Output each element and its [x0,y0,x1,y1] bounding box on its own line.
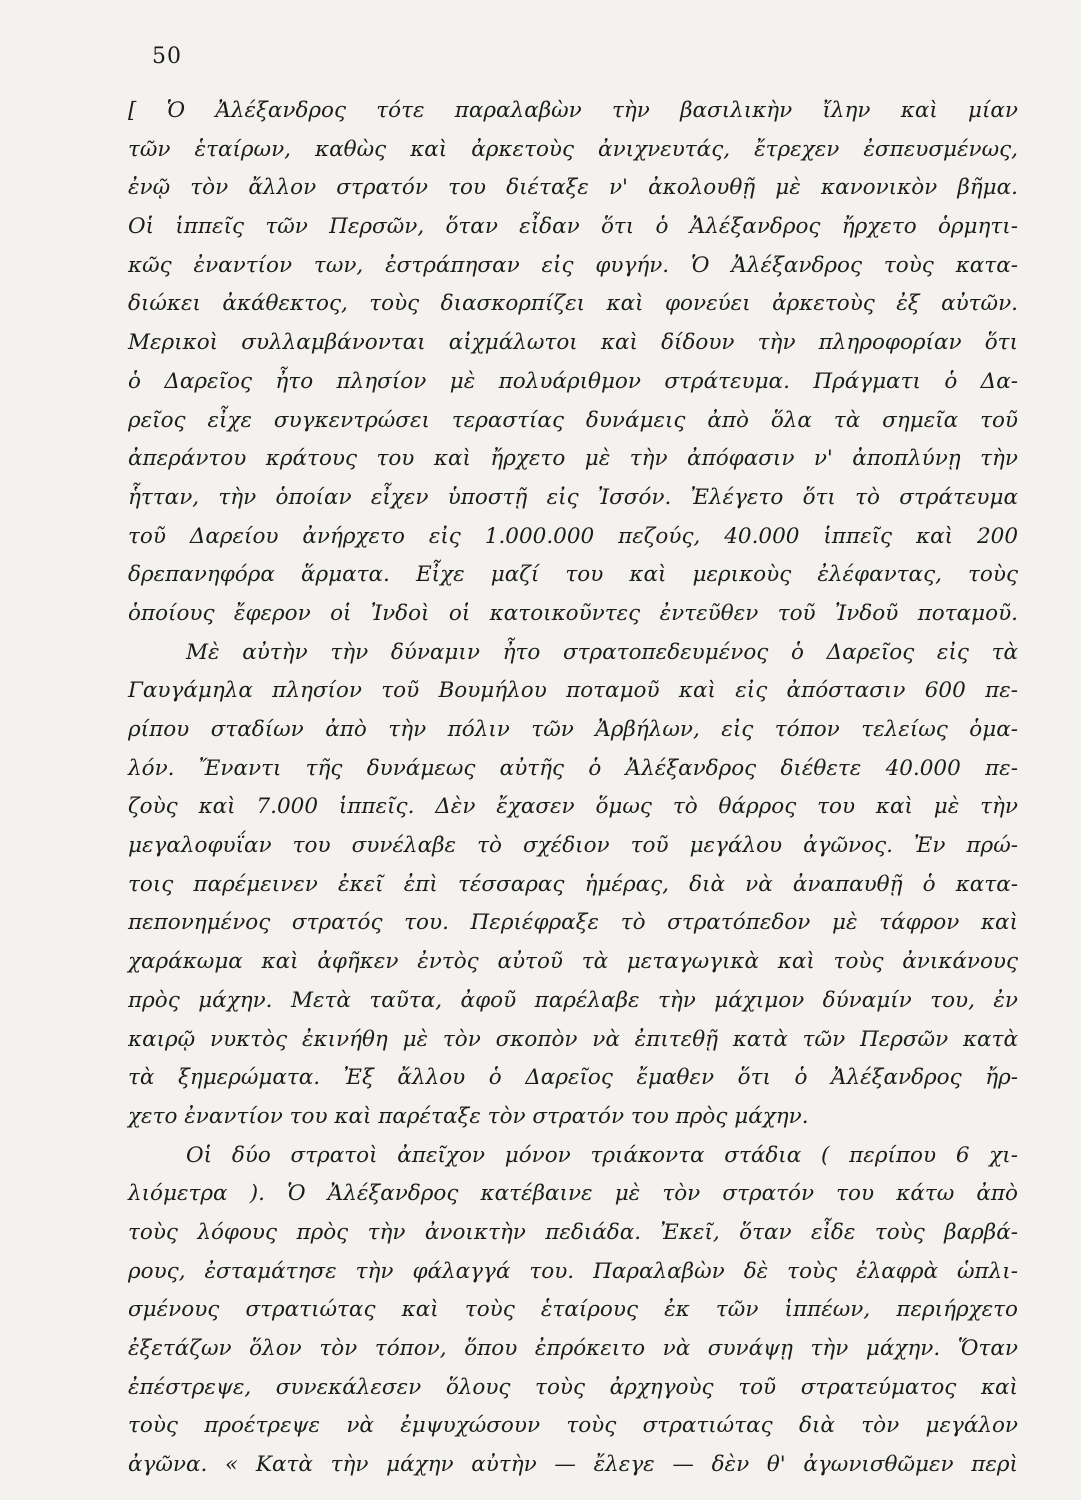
text-line: Μὲ αὐτὴν τὴν δύναμιν ἦτο στρατοπεδευμένος ὁ Δαρεῖος εἰς τὰ [186,639,1018,665]
text-line: τοὺς προέτρεψε νὰ ἐμψυχώσουν τοὺς στρατιώτας διὰ τὸν μεγάλον [128,1413,1018,1439]
text-line: τοὺς λόφους πρὸς τὴν ἀνοικτὴν πεδιάδα. Ἐκεῖ, ὅταν εἶδε τοὺς βαρβά- [128,1219,1018,1245]
text-line: ἀπεράντου κράτους του καὶ ἤρχετο μὲ τὴν ἀπόφασιν ν' ἀποπλύνῃ τὴν [128,446,1018,472]
text-line: διώκει ἀκάθεκτος, τοὺς διασκορπίζει καὶ φονεύει ἀρκετοὺς ἐξ αὐτῶν. [128,291,1018,317]
text-line: Μερικοὶ συλλαμβάνονται αἰχμάλωτοι καὶ δίδουν τὴν πληροφορίαν ὅτι [128,330,1018,356]
text-line: δρεπανηφόρα ἅρματα. Εἶχε μαζί του καὶ μερικοὺς ἐλέφαντας, τοὺς [128,562,1018,588]
text-line: [ Ὁ Ἀλέξανδρος τότε παραλαβὼν τὴν βασιλικὴν ἴλην καὶ μίαν [128,98,1018,123]
text-line: ὁ Δαρεῖος ἦτο πλησίον μὲ πολυάριθμον στράτευμα. Πράγματι ὁ Δα- [128,368,1018,394]
paragraph-2 [128,634,1018,1137]
text-line: σμένους στρατιώτας καὶ τοὺς ἑταίρους ἐκ τῶν ἱππέων, περιήρχετο [128,1297,1018,1323]
text-line: λιόμετρα ). Ὁ Ἀλέξανδρος κατέβαινε μὲ τὸν στρατόν του κάτω ἀπὸ [128,1181,1018,1207]
text-line: τοις παρέμεινεν ἐκεῖ ἐπὶ τέσσαρας ἡμέρας, διὰ νὰ ἀναπαυθῇ ὁ κατα- [128,871,1018,897]
page-number: 50 [152,44,182,69]
text-line: Οἱ δύο στρατοὶ ἀπεῖχον μόνον τριάκοντα στάδια ( περίπου 6 χι- [186,1142,1018,1168]
text-line: χαράκωμα καὶ ἀφῆκεν ἐντὸς αὐτοῦ τὰ μεταγωγικὰ καὶ τοὺς ἀνικάνους [128,949,1018,975]
text-line: Οἱ ἱππεῖς τῶν Περσῶν, ὅταν εἶδαν ὅτι ὁ Ἀλέξανδρος ἤρχετο ὁρμητι- [128,214,1018,240]
text-line: τὰ ξημερώματα. Ἐξ ἄλλου ὁ Δαρεῖος ἔμαθεν ὅτι ὁ Ἀλέξανδρος ἤρ- [128,1065,1018,1091]
text-line: μεγαλοφυΐαν του συνέλαβε τὸ σχέδιον τοῦ μεγάλου ἀγῶνος. Ἐν πρώ- [128,833,1018,859]
text-line: ὁποίους ἔφερον οἱ Ἰνδοὶ οἱ κατοικοῦντες ἐντεῦθεν τοῦ Ἰνδοῦ ποταμοῦ. [128,600,1018,626]
text-line: ζοὺς καὶ 7.000 ἱππεῖς. Δὲν ἔχασεν ὅμως τὸ θάρρος του καὶ μὲ τὴν [128,794,1018,820]
text-line: ρεῖος εἶχε συγκεντρώσει τεραστίας δυνάμεις ἀπὸ ὅλα τὰ σημεῖα τοῦ [128,407,1018,433]
text-line: ἐπέστρεψε, συνεκάλεσεν ὅλους τοὺς ἀρχηγοὺς τοῦ στρατεύματος καὶ [128,1374,1018,1400]
text-line: κῶς ἐναντίον των, ἐστράπησαν εἰς φυγήν. Ὁ Ἀλέξανδρος τοὺς κατα- [128,252,1018,278]
text-line: ἧτταν, τὴν ὁποίαν εἶχεν ὑποστῇ εἰς Ἰσσόν. Ἐλέγετο ὅτι τὸ στράτευμα [128,484,1018,510]
text-line: ἀγῶνα. « Κατὰ τὴν μάχην αὐτὴν — ἔλεγε — δὲν θ' ἀγωνισθῶμεν περὶ [128,1452,1018,1478]
text-line: ἐξετάζων ὅλον τὸν τόπον, ὅπου ἐπρόκειτο νὰ συνάψῃ τὴν μάχην. Ὅταν [128,1336,1018,1361]
body-text [128,92,1018,1485]
text-line: ρίπου σταδίων ἀπὸ τὴν πόλιν τῶν Ἀρβήλων, εἰς τόπον τελείως ὁμα- [128,717,1018,742]
paragraph-3 [128,1137,1018,1485]
text-line: πεπονημένος στρατός του. Περιέφραξε τὸ στρατόπεδον μὲ τάφρον καὶ [128,910,1018,936]
text-line: χετο ἐναντίον του καὶ παρέταξε τὸν στρατόν του πρὸς μάχην. [128,1103,809,1129]
text-line: πρὸς μάχην. Μετὰ ταῦτα, ἀφοῦ παρέλαβε τὴν μάχιμον δύναμίν του, ἐν [128,987,1018,1013]
text-line: τοῦ Δαρείου ἀνήρχετο εἰς 1.000.000 πεζούς, 40.000 ἱππεῖς καὶ 200 [128,523,1018,549]
text-line: Γαυγάμηλα πλησίον τοῦ Βουμήλου ποταμοῦ καὶ εἰς ἀπόστασιν 600 πε- [128,678,1018,704]
text-line: τῶν ἑταίρων, καθὼς καὶ ἀρκετοὺς ἀνιχνευτάς, ἔτρεχεν ἐσπευσμένως, [128,136,1018,162]
text-line: ρους, ἐσταμάτησε τὴν φάλαγγά του. Παραλαβὼν δὲ τοὺς ἐλαφρὰ ὡπλι- [128,1258,1018,1284]
text-line: λόν. Ἔναντι τῆς δυνάμεως αὐτῆς ὁ Ἀλέξανδρος διέθετε 40.000 πε- [128,755,1018,781]
text-line: καιρῷ νυκτὸς ἐκινήθη μὲ τὸν σκοπὸν νὰ ἐπιτεθῇ κατὰ τῶν Περσῶν κατὰ [128,1026,1018,1052]
text-line: ἐνῷ τὸν ἄλλον στρατόν του διέταξε ν' ἀκολουθῇ μὲ κανονικὸν βῆμα. [128,175,1018,201]
paragraph-1 [128,92,1018,634]
